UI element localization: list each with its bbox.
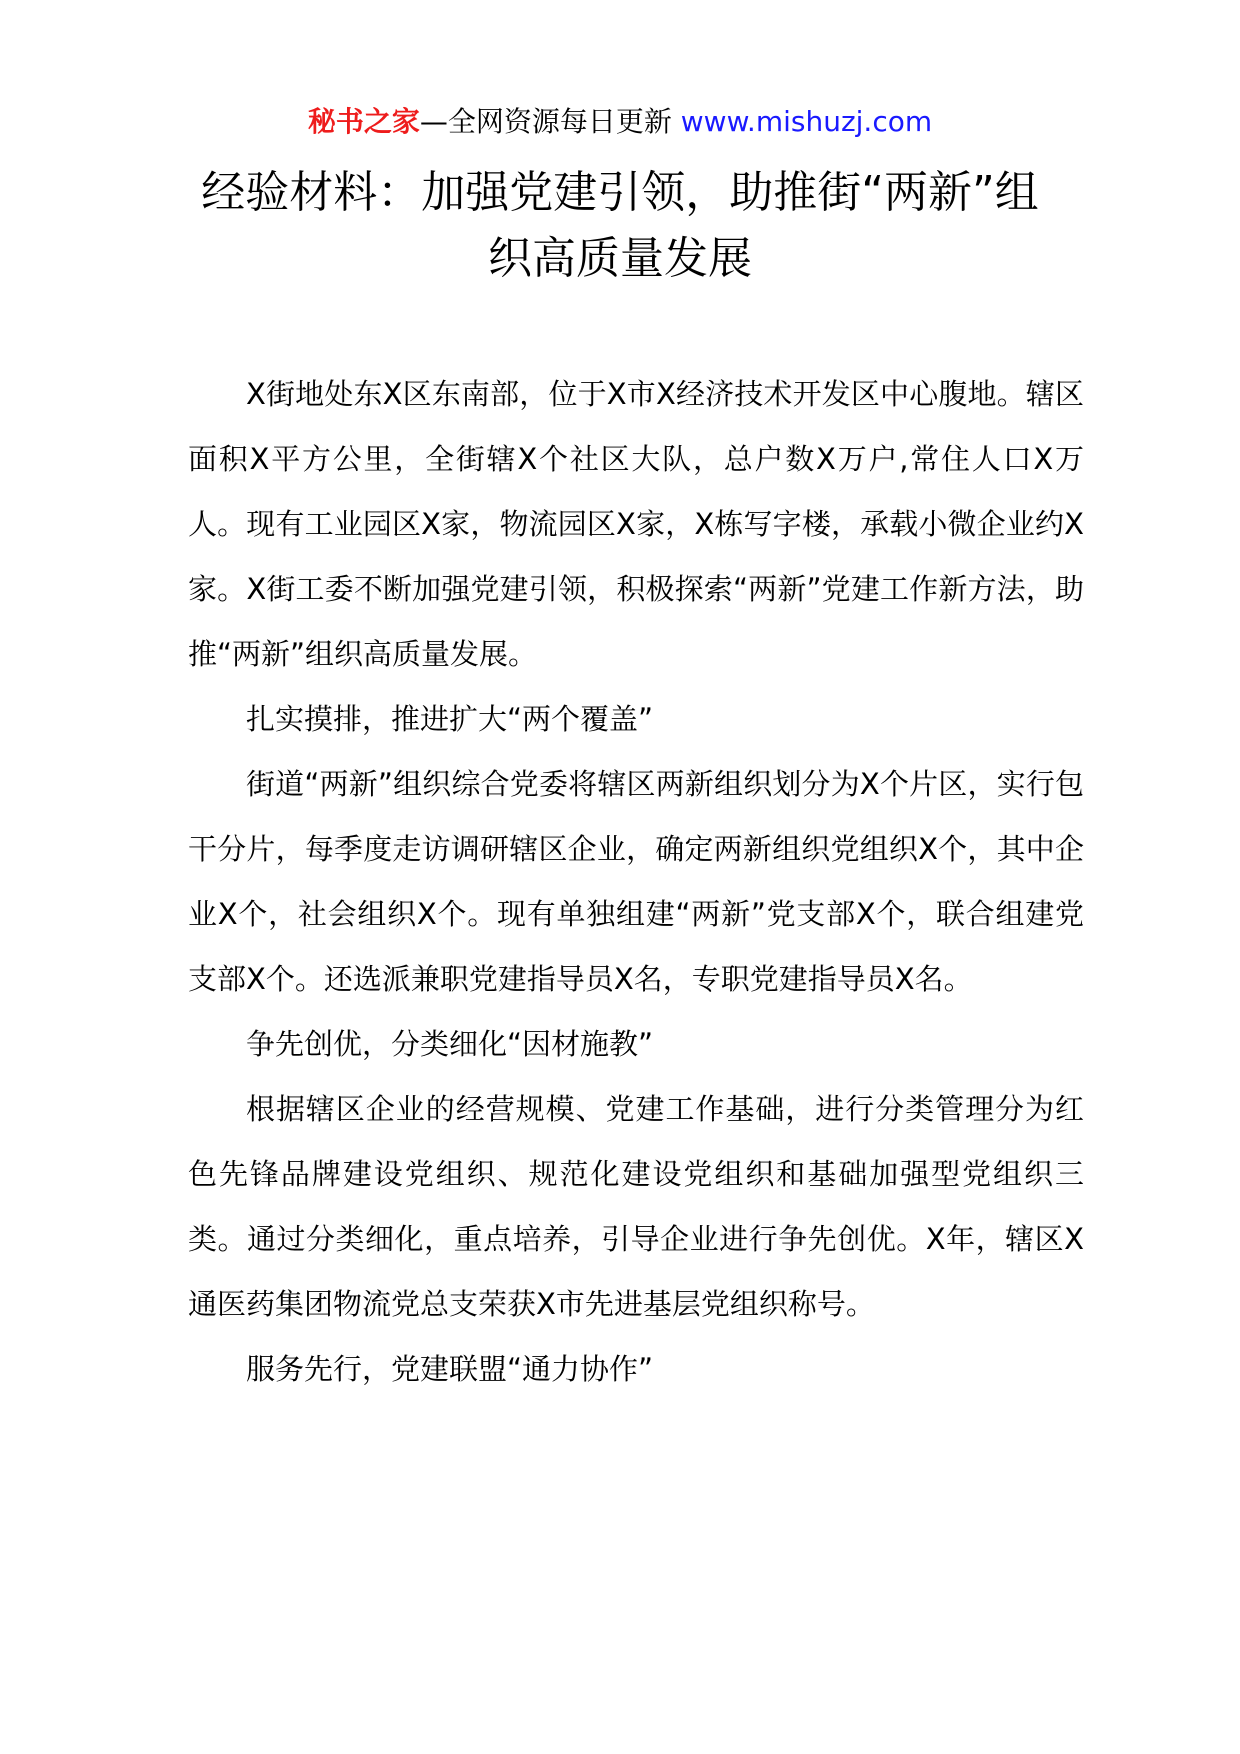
site-url-link[interactable]: www.mishuzj.com bbox=[680, 105, 933, 138]
section-heading-3: 服务先行，党建联盟“通力协作” bbox=[246, 1352, 654, 1386]
document-body bbox=[188, 362, 1084, 1402]
site-brand: 秘书之家 bbox=[307, 105, 420, 138]
intro-paragraph: X街地处东X区东南部，位于X市X经济技术开发区中心腹地。辖区面积X平方公里，全街辖X个社区大队，总户数X万户,常住人口X万人。现有工业园区X家，物流园区X家，X栋写字楼，承载小微企业约X家。X街工委不断加强党建引领，积极探索“两新”党建工作新方法，助推“两新”组织高质量发展。 bbox=[188, 377, 1084, 671]
document-title: 经验材料：加强党建引领，助推街“两新”组织高质量发展 bbox=[201, 167, 1039, 284]
section-heading-1: 扎实摸排，推进扩大“两个覆盖” bbox=[246, 702, 654, 736]
site-header bbox=[0, 100, 1240, 144]
site-tagline: —全网资源每日更新 bbox=[419, 105, 681, 138]
section-paragraph-2: 根据辖区企业的经营规模、党建工作基础，进行分类管理分为红色先锋品牌建设党组织、规范化建设党组织和基础加强型党组织三类。通过分类细化，重点培养，引导企业进行争先创优。X年，辖区X通医药集团物流党总支荣获X市先进基层党组织称号。 bbox=[188, 1092, 1084, 1321]
section-heading-2: 争先创优，分类细化“因材施教” bbox=[246, 1027, 654, 1061]
section-paragraph-1: 街道“两新”组织综合党委将辖区两新组织划分为X个片区，实行包干分片，每季度走访调研辖区企业，确定两新组织党组织X个，其中企业X个，社会组织X个。现有单独组建“两新”党支部X个，联合组建党支部X个。还选派兼职党建指导员X名，专职党建指导员X名。 bbox=[188, 767, 1084, 996]
